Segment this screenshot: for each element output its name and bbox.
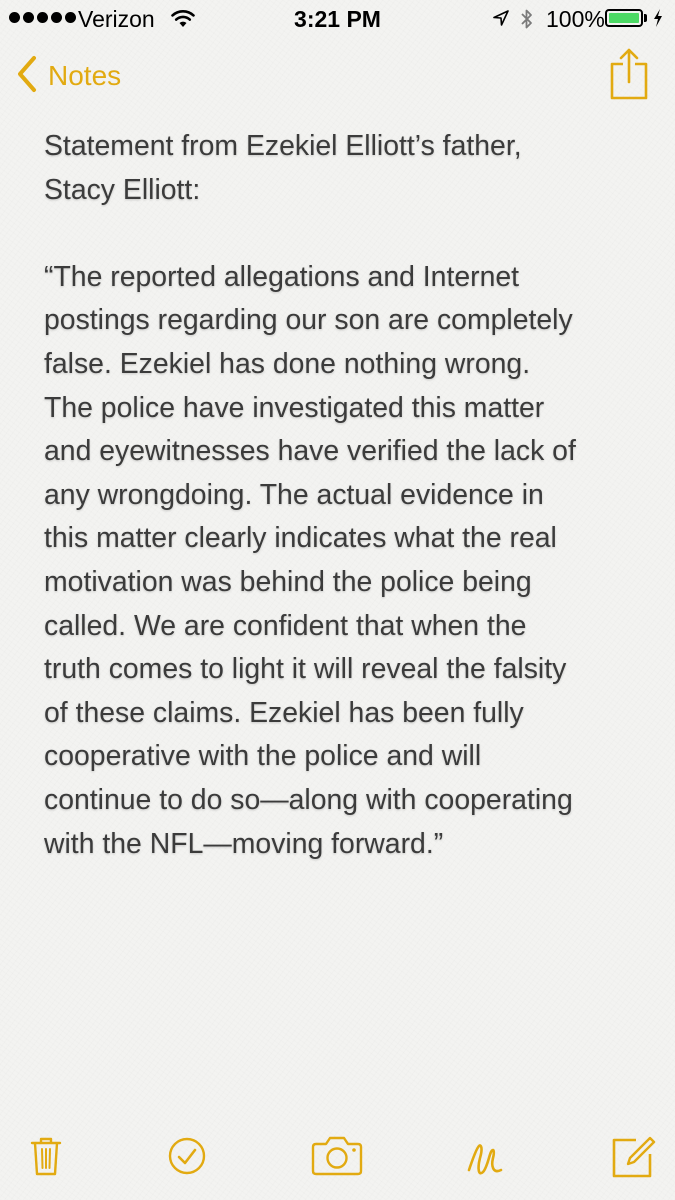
bluetooth-icon	[519, 7, 535, 36]
carrier-name: Verizon	[78, 6, 155, 32]
note-line: Statement from Ezekiel Elliott’s father,	[44, 130, 522, 162]
trash-icon	[30, 1136, 62, 1176]
compose-icon	[610, 1136, 656, 1180]
bottom-toolbar	[0, 1128, 675, 1188]
checklist-button[interactable]	[167, 1136, 207, 1176]
note-line: any wrongdoing. The actual evidence in	[44, 478, 544, 511]
clock: 3:21 PM	[294, 6, 381, 32]
battery-percentage: 100%	[546, 6, 605, 32]
note-body[interactable]	[44, 125, 656, 866]
charging-bolt-icon	[652, 8, 664, 33]
note-line: “The reported allegations and Internet	[44, 260, 520, 293]
navigation-bar	[0, 38, 675, 118]
back-button[interactable]	[16, 54, 121, 98]
note-line: truth comes to light it will reveal the falsity	[44, 653, 567, 686]
note-line: cooperative with the police and will	[44, 740, 482, 773]
battery-icon	[605, 9, 643, 27]
location-icon	[492, 9, 510, 32]
note-line: postings regarding our son are completely	[44, 304, 573, 337]
chevron-left-icon	[16, 55, 38, 98]
battery-tip	[644, 14, 647, 22]
note-line: motivation was behind the police being	[44, 565, 532, 598]
share-button[interactable]	[605, 46, 653, 102]
note-line: of these claims. Ezekiel has been fully	[44, 696, 524, 729]
back-button-label: Notes	[48, 60, 122, 91]
camera-button[interactable]	[310, 1136, 364, 1176]
note-line: this matter clearly indicates what the real	[44, 522, 557, 555]
note-line	[44, 212, 656, 256]
compose-button[interactable]	[610, 1136, 656, 1180]
note-line: false. Ezekiel has done nothing wrong.	[44, 347, 531, 380]
note-line: with the NFL—moving forward.”	[44, 827, 444, 860]
note-line: and eyewitnesses have verified the lack of	[44, 435, 576, 468]
delete-button[interactable]	[30, 1136, 62, 1176]
camera-icon	[310, 1136, 364, 1176]
sketch-button[interactable]	[465, 1136, 505, 1180]
sketch-icon	[465, 1136, 505, 1180]
note-line: The police have investigated this matter	[44, 391, 545, 424]
share-icon	[605, 89, 653, 106]
status-bar	[0, 0, 675, 38]
checklist-icon	[167, 1136, 207, 1176]
note-line: called. We are confident that when the	[44, 609, 527, 642]
note-line: continue to do so—along with cooperating	[44, 783, 573, 816]
note-line: Stacy Elliott:	[44, 173, 201, 206]
